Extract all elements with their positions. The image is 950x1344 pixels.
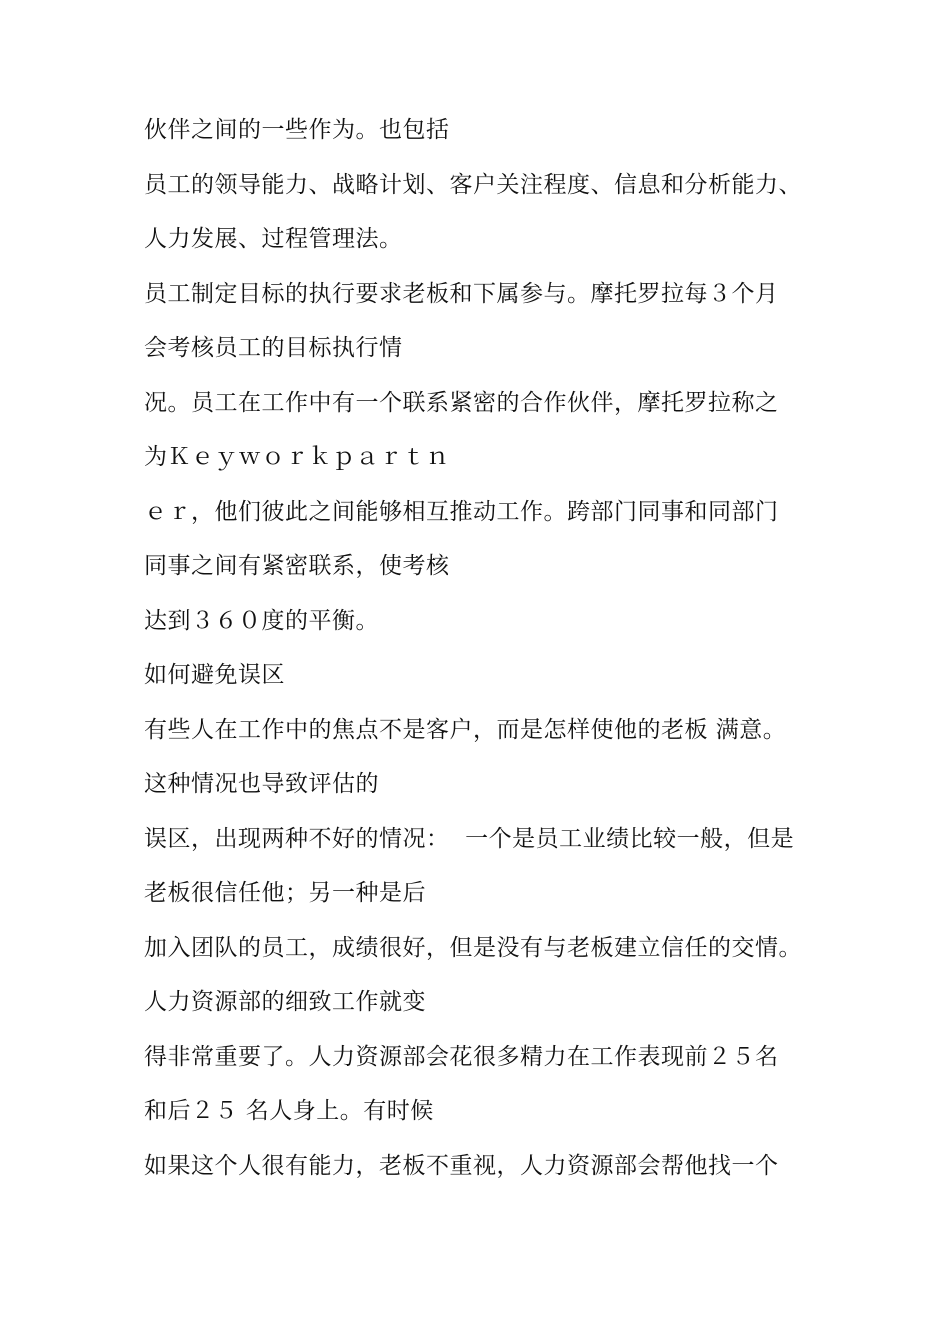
text-line: 人力发展、过程管理法。 bbox=[144, 226, 403, 252]
text-line: 伙伴之间的一些作为。也包括 bbox=[144, 117, 450, 143]
document-body bbox=[144, 108, 844, 1198]
text-line: 员工制定目标的执行要求老板和下属参与。摩托罗拉每３个月 bbox=[144, 280, 779, 307]
text-line: 为Ｋｅｙｗｏｒｋｐａｒｔｎ bbox=[144, 444, 450, 470]
text-line: 如果这个人很有能力，老板不重视，人力资源部会帮他找一个 bbox=[144, 1152, 779, 1179]
text-line: 误区，出现两种不好的情况： 一个是员工业绩比较一般，但是 bbox=[144, 825, 795, 852]
text-line: 况。员工在工作中有一个联系紧密的合作伙伴，摩托罗拉称之 bbox=[144, 389, 779, 416]
text-line: 得非常重要了。人力资源部会花很多精力在工作表现前２５名 bbox=[144, 1043, 779, 1070]
text-line: 这种情况也导致评估的 bbox=[144, 771, 379, 797]
text-line: ｅｒ，他们彼此之间能够相互推动工作。跨部门同事和同部门 bbox=[144, 498, 779, 525]
text-line: 会考核员工的目标执行情 bbox=[144, 335, 403, 361]
text-line: 员工的领导能力、战略计划、客户关注程度、信息和分析能力、 bbox=[144, 171, 802, 198]
text-line: 老板很信任他；另一种是后 bbox=[144, 880, 426, 906]
text-line: 同事之间有紧密联系，使考核 bbox=[144, 553, 450, 579]
text-line: 有些人在工作中的焦点不是客户，而是怎样使他的老板 满意。 bbox=[144, 716, 787, 743]
section-heading: 如何避免误区 bbox=[144, 662, 285, 688]
text-line: 人力资源部的细致工作就变 bbox=[144, 989, 426, 1015]
text-line: 和后２５ 名人身上。有时候 bbox=[144, 1098, 434, 1124]
text-line: 达到３６０度的平衡。 bbox=[144, 607, 379, 634]
text-line: 加入团队的员工，成绩很好，但是没有与老板建立信任的交情。 bbox=[144, 934, 802, 961]
